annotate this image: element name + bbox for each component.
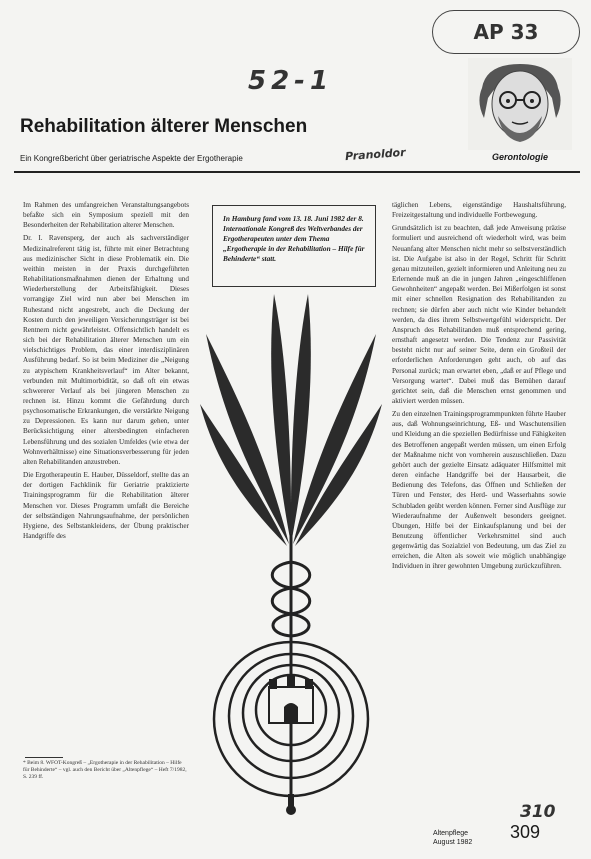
handwritten-page-number: 310 <box>520 802 556 822</box>
archive-stamp: AP 33 <box>432 10 580 54</box>
footnote-rule <box>25 757 63 758</box>
text-column-right <box>392 200 566 575</box>
footnote: * Beim 8. WFOT-Kongreß – „Ergotherapie in der Rehabilitation – Hilfe für Behinderte“ – vgl. auch den Bericht über „Altenpflege“ – Heft 7/1982, S. 239 ff. <box>23 760 187 780</box>
handwritten-signature: Pranoldor <box>344 145 406 164</box>
magazine-issue: August 1982 <box>433 839 473 846</box>
page-number: 309 <box>510 822 541 842</box>
paragraph: Zu den einzelnen Trainingsprogrammpunkten führte Hauber aus, daß Wohnungseinrichtung, Eß- und Waschutensilien und Kleidung an die speziellen Bedürfnisse und Fähigkeiten des Betroffenen angepaßt werden müssen, um einen Erfolg der Maßnahme nicht von vornherein auszuschließen. Dazu gehört auch der gezielte Einsatz adäquater Hilfsmittel mit deren einfache Handgriffe bei der Hausarbeit, die Bedienung des Telefons, das Öffnen und Schließen der Türen und Fenster, des Herd- und Wasserhahns sowie Schubladen geübt werden können. Ferner sind Ausflüge zur Wiederaufnahme der Außenwelt besonders geeignet. Übungen, Hilfe bei der Einkaufsplanung und bei der Benutzung öffentlicher Verkehrsmittel sind auch gegenwärtig das Sozialziel von Bedeutung, um das Ziel zu erreichen, die Alten als soweit wie möglich unabhängige Individuen in ihrer gewohnten Umgebung zurückzuführen. <box>392 410 566 571</box>
text-column-left <box>23 200 189 544</box>
paragraph: Grundsätzlich ist zu beachten, daß jede Anweisung präzise formuliert und ausreichend oft wiederholt wird, was beim Neuanfang alter Menschen nicht mehr so selbstverständlich ist. Die Aufgabe ist also in der Regel, Schritt für Schritt genau mitzuteilen, gezielt informieren und Anleitung neu zu Erlernende muß an die in jungen Jahren „eingeschliffenen Gewohnheiten“ angepaßt werden. Bei Mißerfolgen ist sonst mit einer schnellen Resignation des Rehabilitanden zu rechnen; sie dürfen aber auch nicht wie Kinder behandelt werden, da dies ihrem Selbstwertgefühl widerspricht. Der Anspruch des Rehabilitanden muß entsprechend gering, ernsthaft angesetzt werden. Die Tendenz zur Passivität besteht nicht nur auf seiner Seite, denn ein Großteil der erforderlichen Anforderungen geht auch, ob auf das Personal zurück; man erwartet eben, „daß er auf Pflege und Versorgung wartet“. Dabei muß das Bemühen darauf gerichtet sein, daß die Menschen ernst genommen und aktiviert werden müssen. <box>392 224 566 405</box>
header-rule <box>14 171 580 173</box>
article-title: Rehabilitation älterer Menschen <box>20 116 308 137</box>
intro-box: In Hamburg fand vom 13. 18. Juni 1982 der 8. Internationale Kongreß des Weltverbandes der Ergotherapeuten unter dem Thema „Ergotherapie in der Rehabilitation – Hilfe für Behinderte“ statt. <box>212 205 376 287</box>
paragraph: Dr. I. Ravensperg, der auch als sachverständiger Medizinalreferent tätig ist, führte mit einer Betrachtung aus medizinischer Sicht in diese Problematik ein. Die weithin meisten in der Praxis durchgeführten Rehabilitationsmaßnahmen dienen der Erhaltung und Wiederherstellung der Arbeitsfähigkeit. Dieses vorrangige Ziel wird nun aber bei Menschen im Ruhestand nicht angestrebt, auch die Deckung der Kosten durch den jeweiligen Versicherungsträger ist bei Rentnern nicht gewährleistet. Offensichtlich handelt es sich bei der Rehabilitation älterer Menschen um ein vielschichtiges Problem, das einer interdisziplinären Ausführung bedarf. So ist beim Mediziner die „Neigung zu atypischem Krankheitsverlauf“ im Alter bekannt, verbunden mit Multimorbidität, so daß oft ein etwas schwererer Verlauf als bei jüngeren Menschen zu rechnen ist. Hinzu kommt die Gefährdung durch psychosomatische Erkrankungen, die verstärkte Neigung zu Depressionen. Es kann nur darum gehen, unter Berücksichtigung einer altersbedingten einfacheren Lebensführung und des sozialen Umfeldes (wie etwa der Wohnverhältnisse) eine Situationsverbesserung für jeden alten Rehabilitanden anzustreben. <box>23 234 189 466</box>
magazine-name: Altenpflege <box>433 830 469 837</box>
paragraph: Die Ergotherapeutin E. Hauber, Düsseldorf, stellte das an der dortigen Fachklinik für Geriatrie praktizierte Trainingsprogramm für die Rehabilitation älterer Menschen vor. Dieses Programm umfaßt die Bereiche der selbständigen Nahrungsaufnahme, der persönlichen Hygiene, des Selbstankleidens, der Übung praktischer Handgriffe des <box>23 471 189 540</box>
handwritten-number: 52-1 <box>248 66 334 96</box>
author-portrait <box>468 58 572 150</box>
article-subtitle: Ein Kongreßbericht über geriatrische Aspekte der Ergotherapie <box>20 154 243 163</box>
paragraph: Im Rahmen des umfangreichen Veranstaltungsangebots befaßte sich ein Symposium speziell mit den Besonderheiten der Rehabilitation alterer Menschen. <box>23 201 189 230</box>
paragraph: täglichen Lebens, eigenständige Haushaltsführung, Freizeitgestaltung und individuelle Fortbewegung. <box>392 201 566 220</box>
magazine-footer <box>433 829 472 847</box>
section-label: Gerontologie <box>492 152 548 162</box>
hamburg-emblem-illustration <box>196 294 386 822</box>
